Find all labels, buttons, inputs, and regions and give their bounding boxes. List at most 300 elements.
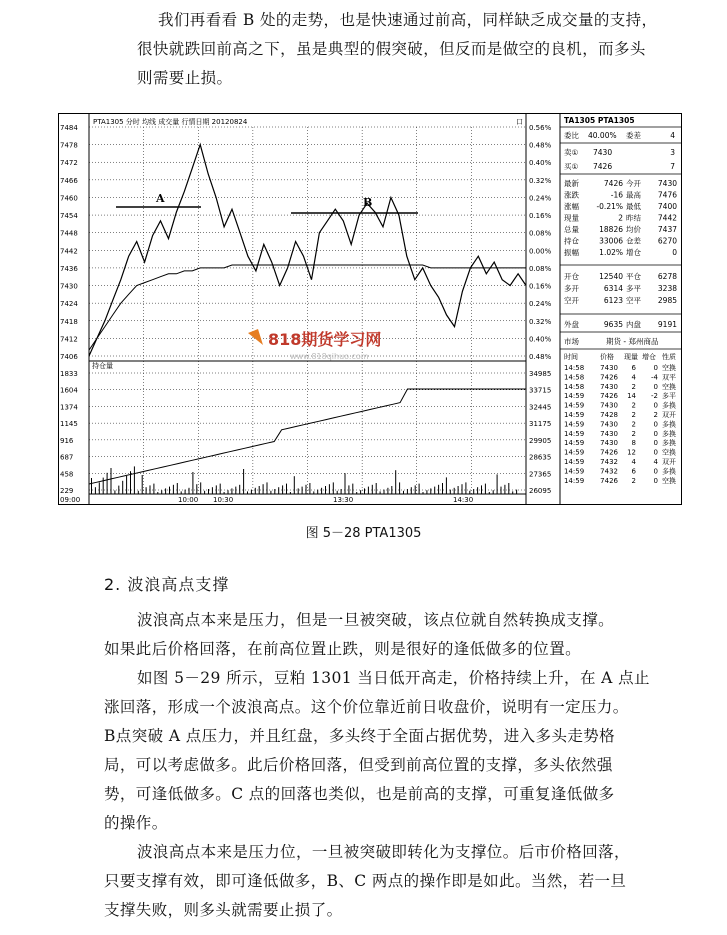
tick-cell: 7430 [600, 420, 618, 429]
pct-tick-label: 0.16% [529, 212, 552, 221]
quote-field-value: -0.21% [596, 202, 623, 211]
outer-value: 9635 [603, 320, 623, 329]
volume-bar [290, 492, 291, 494]
quote-field-label: 涨幅 [564, 202, 579, 211]
quote-field-value: 7476 [657, 190, 677, 200]
volume-bar [508, 483, 509, 494]
volume-bar [454, 488, 455, 494]
market-value: 期货 - 郑州商品 [606, 337, 659, 346]
volume-bar [111, 468, 112, 494]
volume-bar [376, 483, 377, 494]
price-tick-label: 7448 [60, 229, 78, 238]
figure-caption: 图 5－28 PTA1305 [305, 526, 422, 541]
tick-cell: 6 [631, 364, 636, 372]
oi-tick-label: 27365 [529, 470, 552, 479]
volume-bar [356, 492, 357, 494]
volume-bar [286, 484, 287, 494]
oi-tick-label: 34985 [529, 370, 552, 378]
inner-value: 9191 [657, 320, 677, 329]
time-tick-label: 10:00 [178, 496, 199, 504]
time-tick-label: 13:30 [333, 496, 354, 504]
quote-field-value: 7430 [657, 179, 677, 188]
section-title: 2. 波浪高点支撑 [104, 575, 230, 594]
quote-field-label: 昨结 [626, 213, 641, 223]
volume-bar [337, 491, 338, 494]
volume-bar [477, 487, 478, 494]
volume-bar [114, 490, 115, 494]
volume-bar [407, 489, 408, 494]
tick-cell: 2 [631, 476, 636, 485]
quote-field-value: 7426 [603, 179, 623, 188]
volume-bar [212, 487, 213, 494]
volume-bar [138, 491, 139, 494]
volume-bar [298, 488, 299, 494]
tick-cell: 2 [631, 429, 636, 438]
volume-bar [423, 492, 424, 494]
weibi-label: 委比 [564, 131, 579, 140]
quote-field-label: 多平 [626, 284, 641, 293]
volume-bar [329, 484, 330, 494]
volume-bar [391, 486, 392, 494]
volume-bar [348, 485, 349, 494]
volume-bar [384, 490, 385, 494]
quote-field-value: 2 [618, 213, 623, 223]
volume-bar [200, 482, 201, 494]
chart-corner-mark: 口 [516, 118, 523, 126]
tick-cell: 0 [653, 476, 658, 485]
quote-field-label: 最新 [564, 179, 579, 188]
tick-cell: 2 [631, 382, 636, 391]
pct-tick-label: 0.56% [529, 124, 552, 132]
price-tick-label: 7484 [60, 124, 78, 132]
volume-bar [153, 484, 154, 494]
price-tick-label: 7466 [60, 176, 78, 185]
volume-bar [181, 491, 182, 494]
volume-bar [473, 489, 474, 494]
volume-bar [278, 487, 279, 494]
volume-bar [231, 488, 232, 494]
tick-cell: 多平 [662, 392, 676, 401]
volume-tick-label: 229 [60, 487, 74, 495]
tick-cell: 4 [653, 458, 658, 466]
volume-bar [259, 486, 260, 494]
ask-volume: 3 [670, 148, 675, 157]
volume-tick-label: 1833 [60, 370, 78, 378]
para1-line1: 波浪高点本来是压力，但是一旦被突破，该点位就自然转换成支撑。 [137, 611, 615, 629]
volume-bar [438, 485, 439, 494]
volume-bar [399, 482, 400, 494]
volume-bar [216, 485, 217, 494]
tick-cell: 0 [653, 448, 658, 457]
tick-cell: 多换 [662, 401, 676, 410]
price-tick-label: 7412 [60, 335, 78, 344]
volume-bar [469, 491, 470, 494]
volume-bar [411, 487, 412, 494]
volume-bar [204, 491, 205, 494]
quote-field-label: 空开 [564, 296, 579, 305]
volume-bar [208, 489, 209, 494]
volume-bar [317, 490, 318, 494]
volume-tick-label: 458 [60, 470, 74, 479]
tick-header: 时间 [564, 353, 578, 361]
volume-bar [501, 487, 502, 494]
pct-tick-label: 0.08% [529, 229, 552, 238]
volume-bar [142, 475, 143, 494]
tick-cell: 14:59 [564, 392, 585, 401]
bid-price: 7426 [593, 162, 613, 171]
tick-header: 性质 [662, 353, 676, 361]
volume-bar [267, 482, 268, 494]
volume-tick-label: 687 [60, 453, 74, 462]
volume-bar [185, 490, 186, 494]
volume-bar [302, 487, 303, 494]
quote-field-value: 0 [672, 248, 677, 257]
quote-field-label: 空平 [626, 296, 641, 305]
tick-header: 价格 [600, 353, 614, 361]
volume-bar [146, 487, 147, 494]
weibi-value: 40.00% [588, 131, 617, 140]
tick-cell: 7432 [600, 467, 618, 476]
volume-bar [313, 491, 314, 494]
quote-field-label: 持仓 [564, 236, 579, 246]
chart-frame [59, 114, 682, 505]
oi-tick-label: 28635 [529, 453, 552, 462]
quote-field-label: 均价 [626, 225, 641, 234]
volume-bar [157, 492, 158, 494]
para1-line2: 如果此后价格回落，在前高位置止跌，则是很好的逢低做多的位置。 [104, 640, 582, 658]
price-tick-label: 7454 [60, 212, 78, 221]
tick-cell: 多换 [662, 420, 676, 429]
volume-bar [103, 478, 104, 494]
tick-cell: 14:59 [564, 476, 585, 485]
tick-cell: 6 [631, 467, 636, 476]
quote-field-label: 今开 [626, 179, 641, 188]
pct-tick-label: 0.48% [529, 141, 552, 150]
volume-bar [235, 487, 236, 494]
volume-bar [493, 490, 494, 494]
volume-tick-label: 1374 [60, 403, 78, 412]
quote-field-value: 12540 [599, 272, 623, 281]
volume-bar [122, 481, 123, 494]
tick-cell: 多换 [662, 439, 676, 448]
tick-cell: 0 [653, 420, 658, 429]
tick-cell: 双平 [662, 373, 676, 382]
oi-tick-label: 31175 [529, 420, 552, 429]
ask-price: 7430 [593, 148, 613, 157]
tick-cell: 空换 [662, 476, 676, 485]
volume-bar [325, 486, 326, 494]
price-tick-label: 7424 [60, 300, 78, 309]
volume-bar [465, 482, 466, 494]
intro-line-1: 我们再看看 B 处的走势，也是快速通过前高，同样缺乏成交量的支持， [158, 11, 658, 29]
annotation-a: A [156, 192, 165, 205]
quote-field-label: 多开 [564, 284, 579, 293]
price-tick-label: 7460 [60, 194, 78, 203]
tick-cell: 空换 [662, 448, 676, 457]
volume-bar [333, 482, 334, 494]
tick-cell: 0 [653, 467, 658, 476]
pct-tick-label: 0.08% [529, 264, 552, 273]
tick-cell: 0 [653, 429, 658, 438]
pct-tick-label: 0.32% [529, 317, 552, 326]
watermark-main: 818期货学习网 [268, 330, 382, 349]
tick-cell: 14:59 [564, 467, 585, 476]
tick-cell: 2 [631, 411, 636, 419]
volume-bar [220, 484, 221, 494]
volume-bar [177, 483, 178, 494]
volume-bar [504, 485, 505, 494]
quote-field-value: -16 [610, 190, 623, 200]
volume-bar [169, 487, 170, 494]
tick-cell: 0 [653, 364, 658, 372]
tick-cell: -2 [651, 392, 658, 401]
quote-field-label: 开仓 [564, 272, 579, 281]
volume-bar [360, 490, 361, 494]
intro-line-2: 很快就跌回前高之下，虽是典型的假突破，但反而是做空的良机，而多头 [137, 40, 646, 58]
tick-cell: 14:59 [564, 458, 585, 466]
volume-bar [442, 483, 443, 494]
volume-bar [481, 485, 482, 494]
time-tick-label: 09:00 [60, 496, 81, 504]
tick-cell: 14:59 [564, 420, 585, 429]
price-tick-label: 7406 [60, 353, 78, 361]
para2-line6: 的操作。 [104, 814, 168, 832]
price-tick-label: 7478 [60, 141, 78, 150]
quote-field-value: 6270 [657, 236, 677, 246]
ask-label: 卖① [564, 148, 579, 157]
market-label: 市场 [564, 337, 579, 346]
tick-cell: 双开 [662, 458, 676, 466]
para2-line5: 势，可逢低做多。C 点的回落也类似，也是前高的支撑，可重复逢低做多 [104, 785, 615, 803]
volume-bar [247, 491, 248, 494]
tick-cell: 8 [631, 439, 636, 448]
tick-cell: 14:59 [564, 439, 585, 448]
quote-field-value: 7437 [657, 225, 677, 234]
price-tick-label: 7418 [60, 317, 78, 326]
tick-cell: 2 [631, 420, 636, 429]
tick-cell: 空换 [662, 364, 676, 372]
volume-bar [415, 485, 416, 494]
tick-cell: 2 [631, 401, 636, 410]
tick-cell: 14:59 [564, 401, 585, 410]
quote-field-value: 6278 [657, 272, 677, 281]
tick-cell: 7430 [600, 382, 618, 391]
volume-bar [126, 476, 127, 494]
para2-line2: 涨回落，形成一个波浪高点。这个价位靠近前日收盘价，说明有一定压力。 [104, 698, 629, 716]
pct-tick-label: 0.40% [529, 159, 552, 168]
price-tick-label: 7436 [60, 264, 78, 273]
pct-tick-label: 0.00% [529, 247, 552, 256]
tick-cell: 2 [653, 411, 658, 419]
volume-bar [446, 477, 447, 494]
weicha-value: 4 [670, 131, 675, 140]
oi-tick-label: 33715 [529, 386, 552, 395]
volume-bar [450, 490, 451, 494]
quote-field-label: 仓差 [626, 236, 641, 246]
volume-bar [134, 466, 135, 494]
tick-cell: 7430 [600, 439, 618, 448]
volume-bar [403, 491, 404, 494]
volume-bar [228, 490, 229, 494]
volume-tick-label: 1145 [60, 420, 78, 429]
oi-tick-label: 26095 [529, 487, 552, 495]
tick-cell: 12 [627, 448, 636, 457]
volume-bar [91, 478, 92, 494]
bid-label: 买① [564, 162, 579, 171]
volume-bar [434, 487, 435, 494]
volume-bar [512, 491, 513, 494]
tick-cell: 14:58 [564, 373, 585, 382]
para2-line1: 如图 5－29 所示，豆粕 1301 当日低开高走，价格持续上升，在 A 点止 [137, 669, 650, 687]
volume-bar [165, 488, 166, 494]
pct-tick-label: 0.24% [529, 300, 552, 309]
quote-header: TA1305 PTA1305 [564, 116, 635, 125]
volume-bar [345, 473, 346, 494]
tick-cell: 7430 [600, 429, 618, 438]
volume-bar [372, 485, 373, 494]
tick-cell: 7426 [600, 476, 618, 485]
tick-cell: 7430 [600, 364, 618, 372]
volume-bar [282, 485, 283, 494]
price-tick-label: 7472 [60, 159, 78, 168]
volume-bar [192, 472, 193, 494]
tick-cell: 14:59 [564, 429, 585, 438]
quote-field-value: 18826 [599, 225, 623, 234]
volume-bar [99, 482, 100, 494]
tick-cell: 14:58 [564, 364, 585, 372]
oi-tick-label: 32445 [529, 403, 552, 412]
volume-bar [368, 487, 369, 494]
tick-cell: -4 [651, 373, 658, 382]
tick-cell: 14:59 [564, 411, 585, 419]
volume-bar [497, 474, 498, 494]
price-tick-label: 7442 [60, 247, 78, 256]
tick-cell: 多换 [662, 467, 676, 476]
volume-tick-label: 1604 [60, 386, 78, 395]
para3-line3: 支撑失败，则多头就需要止损了。 [104, 901, 343, 919]
tick-cell: 14:59 [564, 448, 585, 457]
quote-field-label: 涨跌 [564, 190, 579, 200]
pct-tick-label: 0.24% [529, 194, 552, 203]
volume-tick-label: 916 [60, 436, 74, 445]
time-tick-label: 14:30 [453, 496, 474, 504]
para3-line2: 只要支撑有效，即可逢低做多，B、C 两点的操作即是如此。当然，若一旦 [104, 872, 627, 890]
volume-bar [364, 488, 365, 494]
oi-tick-label: 29905 [529, 436, 552, 445]
watermark-sub: www.818qihuo.com [290, 352, 369, 361]
quote-field-label: 增仓 [626, 248, 641, 257]
pct-tick-label: 0.40% [529, 335, 552, 344]
volume-bar [196, 484, 197, 494]
outer-label: 外盘 [564, 320, 579, 329]
tick-cell: 14:58 [564, 382, 585, 391]
quote-field-label: 平仓 [626, 272, 641, 281]
tick-cell: 7430 [600, 401, 618, 410]
volume-bar [458, 486, 459, 494]
time-tick-label: 10:30 [213, 496, 234, 504]
chart-title: PTA1305 分时 均线 成交量 行情日期 20120824 [93, 118, 248, 126]
tick-cell: 7428 [600, 411, 618, 419]
quote-field-label: 最低 [626, 202, 641, 211]
volume-bar [95, 487, 96, 494]
annotation-b: B [363, 196, 373, 209]
price-tick-label: 7430 [60, 282, 78, 291]
tick-cell: 空换 [662, 382, 676, 391]
tick-cell: 0 [653, 382, 658, 391]
volume-bar [263, 484, 264, 494]
intraday-chart-figure [58, 113, 682, 505]
tick-cell: 7426 [600, 448, 618, 457]
quote-field-value: 6123 [603, 296, 623, 305]
volume-bar [161, 490, 162, 494]
weicha-label: 委差 [626, 131, 641, 140]
quote-field-label: 总量 [564, 225, 579, 234]
tick-cell: 7426 [600, 373, 618, 382]
pct-tick-label: 0.48% [529, 353, 552, 361]
volume-bar [107, 473, 108, 494]
volume-bar [243, 469, 244, 494]
tick-cell: 7432 [600, 458, 618, 466]
tick-header: 增仓 [642, 353, 656, 361]
tick-cell: 双开 [662, 411, 676, 419]
para3-line1: 波浪高点本来是压力位，一旦被突破即转化为支撑位。后市价格回落， [137, 843, 630, 861]
bid-volume: 7 [670, 162, 675, 171]
volume-bar [150, 485, 151, 494]
tick-cell: 0 [653, 439, 658, 448]
quote-field-value: 7442 [657, 213, 677, 223]
volume-bar [395, 470, 396, 494]
volume-bar [118, 486, 119, 494]
quote-field-label: 现量 [564, 213, 579, 223]
volume-bar [309, 483, 310, 494]
volume-bar [485, 484, 486, 494]
quote-field-value: 3238 [657, 284, 677, 293]
volume-bar [173, 485, 174, 494]
volume-bar [489, 492, 490, 494]
quote-field-label: 振幅 [564, 248, 579, 257]
tick-cell: 14 [627, 392, 636, 401]
quote-field-value: 2985 [657, 296, 677, 305]
volume-bar [387, 488, 388, 494]
volume-bar [419, 484, 420, 494]
para2-line3: B点突破 A 点压力，并且红盘，多头终于全面占据优势，进入多头走势格 [104, 727, 616, 745]
volume-bar [274, 489, 275, 494]
inner-label: 内盘 [626, 320, 641, 329]
tick-cell: 4 [631, 458, 636, 466]
tick-cell: 0 [653, 401, 658, 410]
volume-bar [294, 476, 295, 494]
para2-line4: 局，可以考虑做多。此后价格回落，但受到前高位置的支撑，多头依然强 [104, 756, 613, 774]
volume-bar [224, 492, 225, 494]
quote-field-value: 1.02% [599, 248, 623, 257]
volume-bar [306, 485, 307, 494]
volume-bar [430, 488, 431, 494]
tick-cell: 7426 [600, 392, 618, 401]
quote-field-value: 33006 [599, 236, 623, 246]
volume-bar [239, 485, 240, 494]
intro-line-3: 则需要止损。 [137, 69, 233, 87]
volume-bar [321, 488, 322, 494]
volume-bar [516, 490, 517, 494]
tick-cell: 多换 [662, 429, 676, 438]
volume-bar [426, 490, 427, 494]
quote-field-label: 最高 [626, 190, 641, 200]
volume-bar [251, 490, 252, 494]
quote-field-value: 6314 [603, 284, 623, 293]
volume-bar [255, 488, 256, 494]
tick-header: 现量 [624, 353, 638, 361]
volume-bar [352, 484, 353, 494]
